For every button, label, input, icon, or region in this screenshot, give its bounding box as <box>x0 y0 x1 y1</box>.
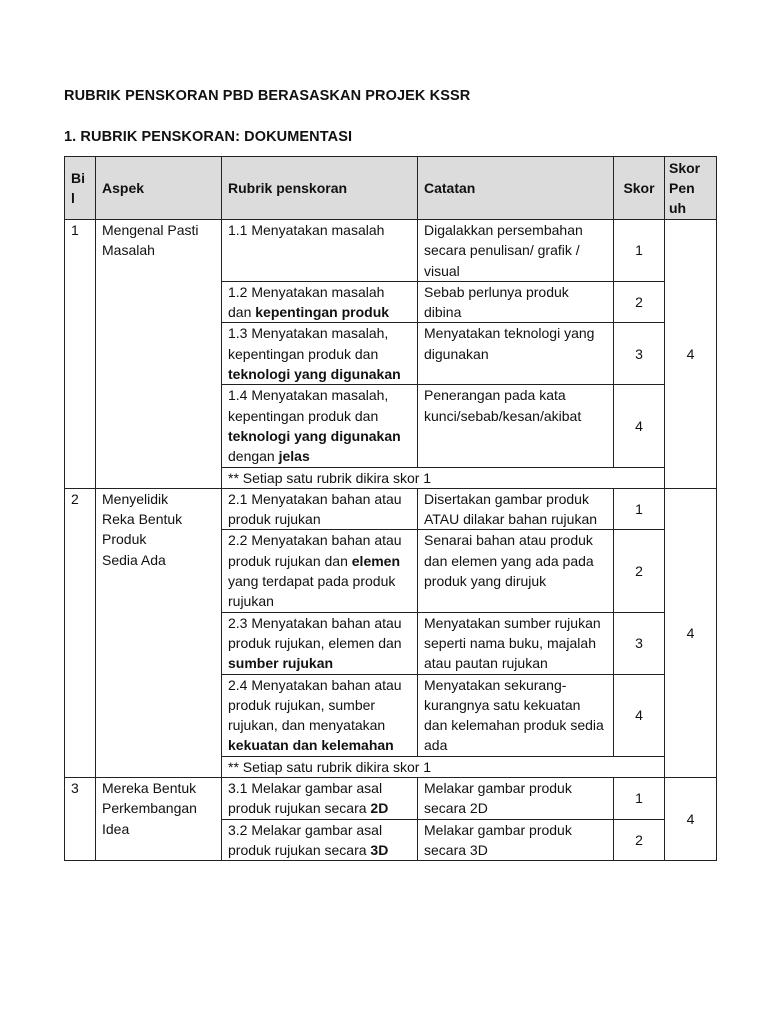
text-segment: 2.1 Menyatakan bahan atau produk rujukan <box>228 490 402 528</box>
header-aspek: Aspek <box>96 157 222 220</box>
rubrik-cell <box>222 385 418 467</box>
text-segment: 3D <box>370 841 389 858</box>
skor-cell: 2 <box>614 819 665 861</box>
note-cell: ** Setiap satu rubrik dikira skor 1 <box>222 467 665 488</box>
bil-cell: 3 <box>65 778 96 861</box>
text-segment: Sebab perlunya produk dibina <box>424 283 569 321</box>
rubrik-cell <box>222 778 418 820</box>
skor-cell: 3 <box>614 323 665 385</box>
table-row <box>65 778 717 820</box>
skor-penuh-cell: 4 <box>665 778 717 861</box>
rubrik-cell <box>222 323 418 385</box>
text-segment: Penerangan pada kata kunci/sebab/kesan/akibat <box>424 387 582 424</box>
header-skor-penuh: Skor Pen uh <box>665 157 717 220</box>
text-segment: 2D <box>370 800 389 817</box>
text-segment: Digalakkan persembahan secara penulisan/ grafik / visual <box>424 222 583 279</box>
aspek-cell <box>96 220 222 489</box>
skor-cell: 1 <box>614 220 665 282</box>
catatan-cell <box>418 281 614 323</box>
skor-cell: 4 <box>614 385 665 467</box>
rubrik-cell <box>222 612 418 674</box>
text-segment: 2.3 Menyatakan bahan atau produk rujukan, elemen dan <box>228 614 402 651</box>
rubrik-cell <box>222 674 418 756</box>
aspek-line: Mengenal Pasti <box>102 222 199 238</box>
catatan-cell <box>418 674 614 756</box>
text-segment: dan kelemahan produk sedia ada <box>424 717 604 754</box>
skor-cell: 3 <box>614 612 665 674</box>
text-segment: yang terdapat pada produk rujukan <box>228 573 396 610</box>
aspek-cell <box>96 488 222 777</box>
aspek-line: Idea <box>102 820 130 837</box>
text-segment: teknologi yang digunakan <box>228 427 401 444</box>
skor-cell: 1 <box>614 488 665 530</box>
text-segment: kekuatan dan kelemahan <box>228 737 394 754</box>
text-segment: Menyatakan teknologi yang digunakan <box>424 325 595 362</box>
bil-cell: 2 <box>65 488 96 777</box>
text-segment: 1.2 Menyatakan masalah dan <box>228 283 385 321</box>
rubrik-cell <box>222 488 418 530</box>
skor-cell: 4 <box>614 674 665 756</box>
catatan-cell <box>418 488 614 530</box>
text-segment: Senarai bahan atau produk dan elemen yang ada pada produk yang dirujuk <box>424 532 594 590</box>
aspek-line: Perkembangan <box>102 800 197 817</box>
text-segment: 2.2 Menyatakan bahan atau produk rujukan dan <box>228 532 402 569</box>
text-segment: dengan <box>228 448 279 465</box>
aspek-line: Produk <box>102 531 147 548</box>
header-bil: Bi l <box>65 157 96 220</box>
rubrik-cell <box>222 819 418 861</box>
text-segment: elemen <box>351 552 401 569</box>
text-segment: Menyatakan sumber rujukan seperti nama buku, majalah atau pautan rujukan <box>424 614 601 672</box>
text-segment: Melakar gambar produk secara 2D <box>424 780 572 817</box>
aspek-line: Masalah <box>102 242 155 259</box>
text-segment: teknologi yang digunakan <box>228 366 401 383</box>
text-segment: Disertakan gambar produk ATAU dilakar bahan rujukan <box>424 490 598 528</box>
catatan-cell <box>418 612 614 674</box>
catatan-cell <box>418 778 614 820</box>
text-segment: 1.1 Menyatakan masalah <box>228 222 385 238</box>
catatan-cell <box>418 819 614 861</box>
rubrik-cell <box>222 281 418 323</box>
text-segment: Melakar gambar produk secara 3D <box>424 821 572 858</box>
text-segment: 3.1 Melakar gambar asal produk rujukan secara <box>228 780 383 817</box>
header-row <box>65 157 717 220</box>
catatan-cell <box>418 530 614 612</box>
text-segment: sumber rujukan <box>228 655 334 672</box>
document-title: RUBRIK PENSKORAN PBD BERASASKAN PROJEK KSSR <box>64 88 471 104</box>
section-title: 1. RUBRIK PENSKORAN: DOKUMENTASI <box>64 129 353 145</box>
skor-penuh-cell: 4 <box>665 488 717 777</box>
aspek-line: Menyelidik <box>102 490 169 507</box>
aspek-line: Sedia Ada <box>102 551 166 568</box>
skor-cell: 2 <box>614 530 665 612</box>
catatan-cell <box>418 220 614 282</box>
text-segment: 3.2 Melakar gambar asal produk rujukan secara <box>228 821 383 858</box>
bil-cell: 1 <box>65 220 96 489</box>
text-segment: 2.4 Menyatakan bahan atau produk rujukan, sumber rujukan, dan menyatakan <box>228 676 402 734</box>
rubrik-cell <box>222 530 418 612</box>
rubric-table <box>64 156 717 861</box>
skor-cell: 2 <box>614 281 665 323</box>
aspek-line: Mereka Bentuk <box>102 780 197 797</box>
catatan-cell <box>418 385 614 467</box>
text-segment: jelas <box>278 448 310 465</box>
aspek-line: Reka Bentuk <box>102 511 183 528</box>
text-segment: kepentingan produk <box>255 304 390 321</box>
table-row <box>65 220 717 282</box>
text-segment: Menyatakan sekurang-kurangnya satu kekuatan <box>424 676 581 713</box>
rubrik-cell <box>222 220 418 282</box>
text-segment: 1.3 Menyatakan masalah, kepentingan produk dan <box>228 325 389 362</box>
skor-cell: 1 <box>614 778 665 820</box>
aspek-cell <box>96 778 222 861</box>
header-rubrik: Rubrik penskoran <box>222 157 418 220</box>
note-cell: ** Setiap satu rubrik dikira skor 1 <box>222 756 665 777</box>
header-catatan: Catatan <box>418 157 614 220</box>
rubric-body <box>65 220 717 861</box>
table-row <box>65 488 717 530</box>
catatan-cell <box>418 323 614 385</box>
header-skor: Skor <box>614 157 665 220</box>
skor-penuh-cell: 4 <box>665 220 717 489</box>
text-segment: 1.4 Menyatakan masalah, kepentingan produk dan <box>228 387 389 424</box>
